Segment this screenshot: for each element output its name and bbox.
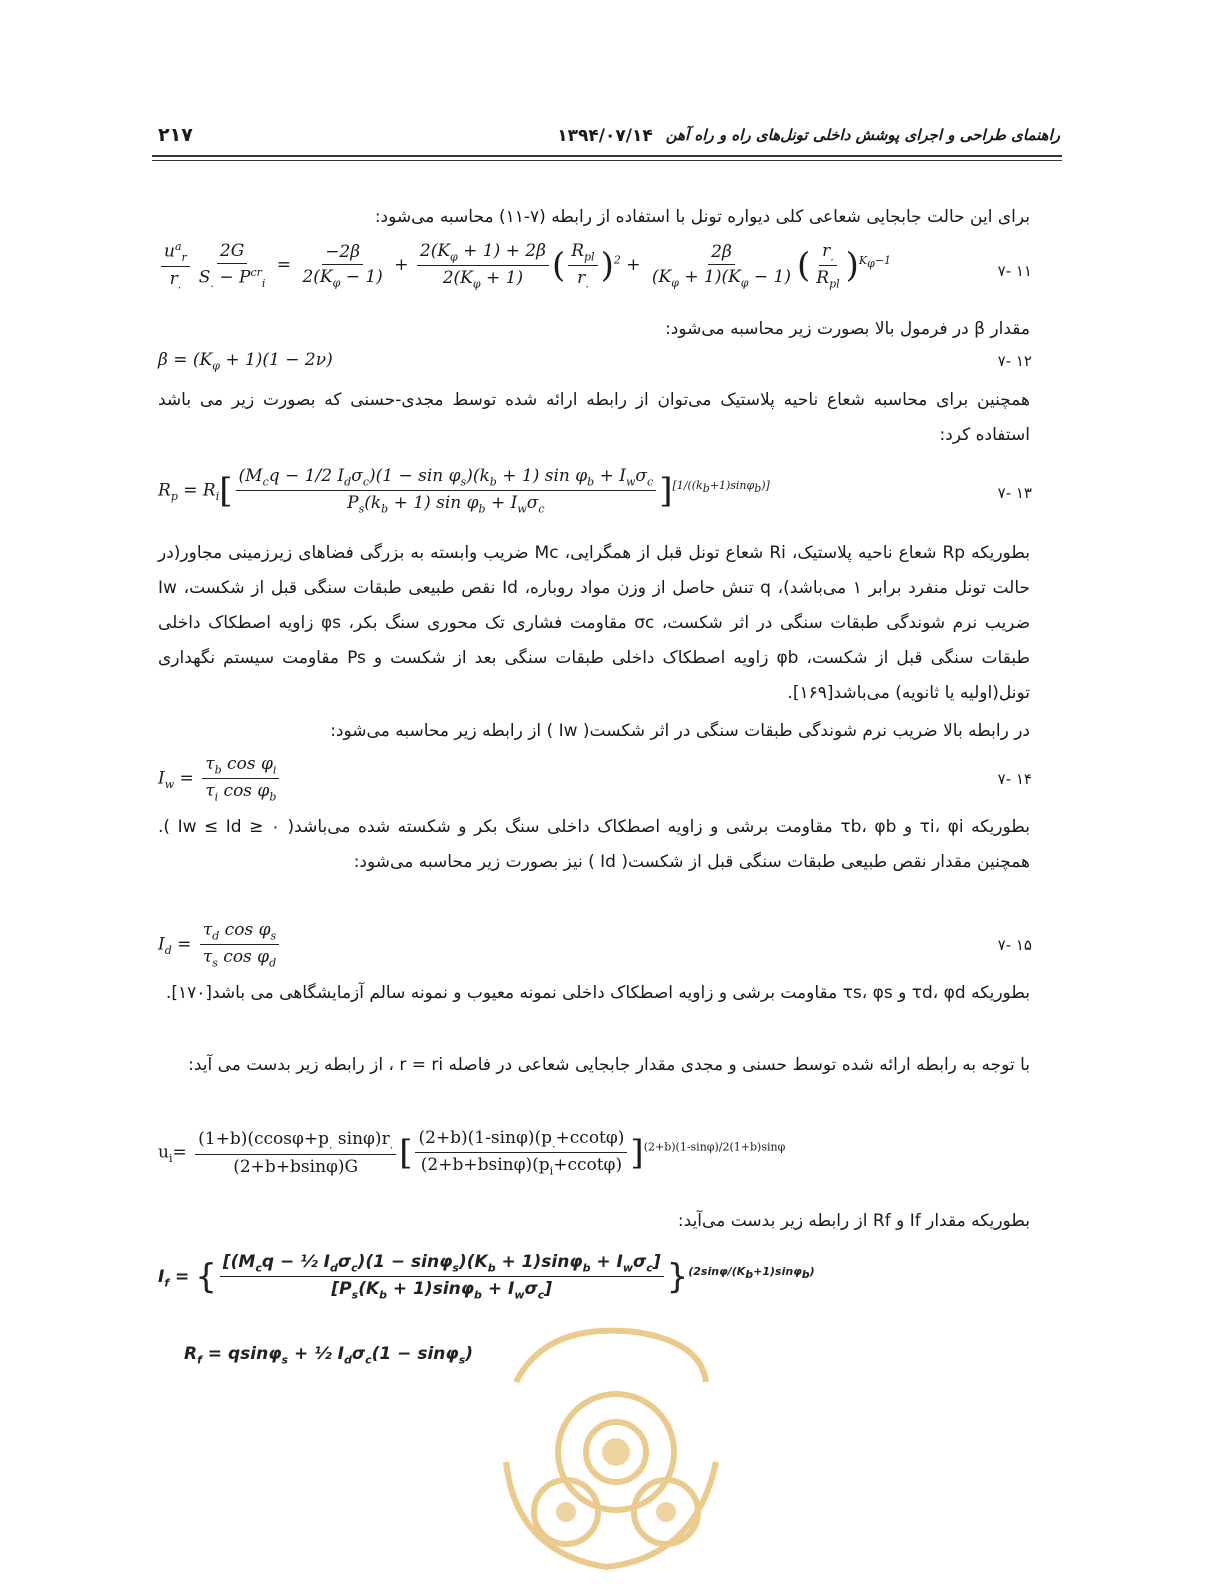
- header-rule: [152, 155, 1062, 157]
- paragraph-beta: مقدار β در فرمول بالا بصورت زیر محاسبه می‌شود:: [665, 319, 1030, 339]
- paragraph-shear: بطوریکه τi، φi و τb، φb مقاومت برشی و زاویه اصطکاک داخلی سنگ بکر و شکسته شده می‌باشد( ۰ ≤ Iw ≤ Id ). همچنین مقدار نقص طبیعی طبقات سنگی قبل از شکست( Id ) نیز بصورت زیر محاسبه می‌شود:: [158, 817, 1030, 872]
- equation-number-12: ۷- ۱۲: [997, 352, 1032, 370]
- equation-number-13: ۷- ۱۳: [997, 484, 1032, 502]
- equation-7-15: $I_d$ = $\frac{\tau_d \cos \varphi_s}{\tau_s \cos \varphi_d}$: [158, 920, 282, 970]
- equation-7-12: $\beta = (K_\varphi + 1)(1 - 2\nu)$: [158, 350, 333, 373]
- page-number: ۲۱۷: [158, 124, 193, 146]
- paragraph-lab: بطوریکه τd، φd و τs، φs مقاومت برشی و زاویه اصطکاک داخلی نمونه معیوب و نمونه سالم آزمایشگاهی می باشد[۱۷۰].: [165, 983, 1030, 1003]
- equation-7-13: $R_p = R_i$[ $\frac{(M_cq - 1/2 I_d\sigma_c)(1 - \sin \varphi_s)(k_b + 1) \sin \varphi_b + I_w\sigma_c}{P_s(k_b + 1) \sin \varphi_b + I_w\sigma_c}$ ][1/((kb+1)sinφb)]: [158, 466, 770, 516]
- equation-7-14: $I_w$ = $\frac{\tau_b \cos \varphi_i}{\tau_i \cos \varphi_b}$: [158, 754, 282, 804]
- watermark-seal-icon: [486, 1312, 734, 1584]
- equation-7-11: $\frac{u^a_r}{r_.}$ $\frac{2G}{S_. - P^{cr}_i}$ = $\frac{-2\beta}{2(K_\varphi - 1)}$ + $\frac{2(K_\varphi + 1) + 2\beta}{2(K_\varphi + 1)}$ ( $\frac{R_{pl}}{r_.}$ )$^2$ + $\frac{2\beta}{(K_\varphi + 1)(K_\varphi - 1)}$ ( $\frac{r_.}{R_{pl}}$ )$^{K_\varphi-1}$: [158, 240, 891, 291]
- document-date: ۱۳۹۴/۰۷/۱۴: [557, 126, 653, 146]
- equation-number-11: ۷- ۱۱: [997, 262, 1032, 280]
- header-rule-thin: [152, 160, 1062, 161]
- paragraph-softening: در رابطه بالا ضریب نرم شوندگی طبقات سنگی در اثر شکست( Iw ) از رابطه زیر محاسبه می‌شود:: [330, 721, 1030, 741]
- document-title: راهنمای طراحی و اجرای پوشش داخلی تونل‌های راه و راه آهن: [665, 126, 1060, 144]
- paragraph-plastic-radius: همچنین برای محاسبه شعاع ناحیه پلاستیک می‌توان از رابطه ارائه شده توسط مجدی-حسنی که بصورت زیر می باشد استفاده کرد:: [158, 390, 1030, 445]
- equation-ui: $u_i=$ $\frac{(1+b)(ccos\varphi+p_. \sin\varphi)r_.}{(2+b+bsin\varphi)G}$ [ $\frac{(2+b)(1-\sin\varphi)(p_.+ccot\varphi)}{(2+b+bsin\varphi)(p_i+ccot\varphi)}$ ]$^{(2+b)(1-sin\varphi)/2(1+b)sin\varphi}$: [158, 1128, 786, 1178]
- equation-number-15: ۷- ۱۵: [997, 936, 1032, 954]
- equation-number-14: ۷- ۱۴: [997, 770, 1032, 788]
- equation-if: $I_f$ = { $\frac{[(M_cq - \frac{1}{2} I_d\sigma_c)(1 - \sin\varphi_s)(K_b + 1)\sin\varphi_b + I_w\sigma_c]}{[P_s(K_b + 1)\sin\varphi_b + I_w\sigma_c]}$ }$^{(2sin\varphi/(K_b+1)sin\varphi_b)}$: [158, 1252, 815, 1302]
- paragraph-if-rf: بطوریکه مقدار If و Rf از رابطه زیر بدست می‌آید:: [677, 1211, 1030, 1231]
- paragraph-definitions: بطوریکه Rp شعاع ناحیه پلاستیک، Ri شعاع تونل قبل از همگرایی، Mc ضریب وابسته به بزرگی فضاهای زیرزمینی مجاور(در حالت تونل منفرد برابر ۱ می‌باشد)، q تنش حاصل از وزن مواد روباره، Id نقص طبیعی طبقات سنگی قبل از شکست، Iw ضریب نرم شوندگی طبقات سنگی در اثر شکست، σc مقاومت فشاری تک محوری سنگ بکر، φs زاویه اصطکاک داخلی طبقات سنگی قبل از شکست، φb زاویه اصطکاک داخلی طبقات سنگی بعد از شکست و Ps مقاومت سیستم نگهداری تونل(اولیه یا ثانویه) می‌باشد[۱۶۹].: [158, 543, 1031, 703]
- page-header: [150, 122, 1060, 150]
- paragraph-displacement: با توجه به رابطه ارائه شده توسط حسنی و مجدی مقدار جابجایی شعاعی در فاصله r = ri ، از رابطه زیر بدست می آید:: [188, 1055, 1030, 1075]
- equation-rf: $R_f = qsin\varphi_s$ + ½ $I_d\sigma_c(1 - \sin\varphi_s)$: [184, 1344, 474, 1367]
- paragraph-intro: برای این حالت جابجایی شعاعی کلی دیواره تونل با استفاده از رابطه (۷-۱۱) محاسبه می‌شود:: [374, 207, 1030, 227]
